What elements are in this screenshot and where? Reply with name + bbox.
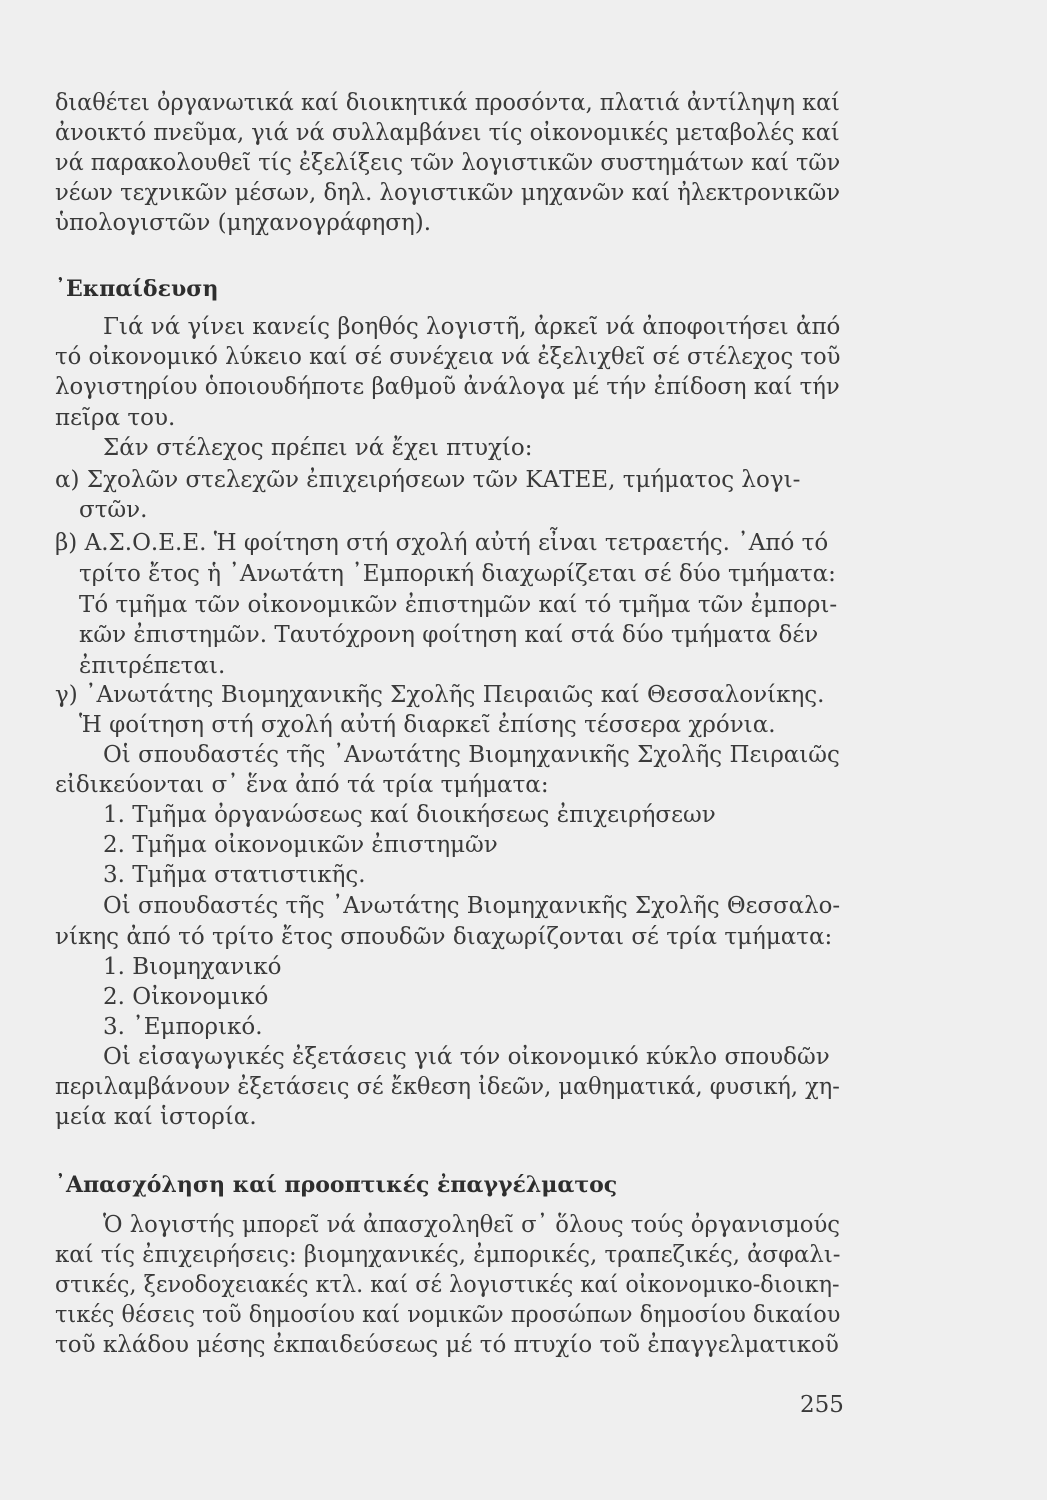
list-item: 2. Τμῆμα οἰκονομικῶν ἐπιστημῶν xyxy=(103,832,498,858)
text-line: στῶν. xyxy=(79,497,148,523)
text-line: τοῦ κλάδου μέσης ἐκπαιδεύσεως μέ τό πτυχίο τοῦ ἐπαγγελματικοῦ xyxy=(55,1332,839,1358)
text-line: εἰδικεύονται σ᾿ ἕνα ἀπό τά τρία τμήματα: xyxy=(55,772,549,798)
list-item: 1. Βιομηχανικό xyxy=(103,954,282,980)
list-item: α) Σχολῶν στελεχῶν ἐπιχειρήσεων τῶν ΚΑΤΕΕ, τμήματος λογι- xyxy=(55,467,801,493)
text-line: κῶν ἐπιστημῶν. Ταυτόχρονη φοίτηση καί στά δύο τμήματα δέν xyxy=(79,622,819,648)
text-line: Οἱ σπουδαστές τῆς ᾿Ανωτάτης Βιομηχανικῆς Σχολῆς Πειραιῶς xyxy=(103,742,840,768)
list-item: 3. Τμῆμα στατιστικῆς. xyxy=(103,862,366,888)
text-line: Τό τμῆμα τῶν οἰκονομικῶν ἐπιστημῶν καί τό τμῆμα τῶν ἐμπορι- xyxy=(79,592,838,618)
text-line: Γιά νά γίνει κανείς βοηθός λογιστῆ, ἀρκεῖ νά ἀποφοιτήσει ἀπό xyxy=(103,314,841,340)
text-line: λογιστηρίου ὁποιουδήποτε βαθμοῦ ἀνάλογα μέ τήν ἐπίδοση καί τήν xyxy=(55,374,840,400)
text-line: ἀνοικτό πνεῦμα, γιά νά συλλαμβάνει τίς οἰκονομικές μεταβολές καί xyxy=(55,120,840,146)
text-line: τρίτο ἔτος ἡ ᾿Ανωτάτη ᾿Εμπορική διαχωρίζεται σέ δύο τμήματα: xyxy=(79,561,836,587)
list-item: 3. ᾿Εμπορικό. xyxy=(103,1014,263,1040)
text-line: Οἱ εἰσαγωγικές ἐξετάσεις γιά τόν οἰκονομικό κύκλο σπουδῶν xyxy=(103,1044,830,1070)
text-line: Οἱ σπουδαστές τῆς ᾿Ανωτάτης Βιομηχανικῆς Σχολῆς Θεσσαλο- xyxy=(103,893,841,919)
list-item: β) Α.Σ.Ο.Ε.Ε. Ἡ φοίτηση στή σχολή αὐτή εἶναι τετραετής. ᾿Από τό xyxy=(55,530,829,556)
text-line: ὑπολογιστῶν (μηχανογράφηση). xyxy=(55,210,432,236)
text-line: Ὁ λογιστής μπορεῖ νά ἀπασχοληθεῖ σ᾿ ὅλους τούς ὀργανισμούς xyxy=(103,1212,840,1238)
list-item: 2. Οἰκονομικό xyxy=(103,984,269,1010)
text-line: νίκης ἀπό τό τρίτο ἔτος σπουδῶν διαχωρίζονται σέ τρία τμήματα: xyxy=(55,924,833,950)
text-line: Σάν στέλεχος πρέπει νά ἔχει πτυχίο: xyxy=(103,435,533,461)
text-line: τό οἰκονομικό λύκειο καί σέ συνέχεια νά ἐξελιχθεῖ σέ στέλεχος τοῦ xyxy=(55,344,841,370)
list-item: γ) ᾿Ανωτάτης Βιομηχανικῆς Σχολῆς Πειραιῶς καί Θεσσαλονίκης. xyxy=(55,682,825,708)
text-line: στικές, ξενοδοχειακές κτλ. καί σέ λογιστικές καί οἰκονομικο-διοικη- xyxy=(55,1272,840,1298)
text-line: ἐπιτρέπεται. xyxy=(79,653,226,679)
text-line: διαθέτει ὀργανωτικά καί διοικητικά προσόντα, πλατιά ἀντίληψη καί xyxy=(55,90,840,116)
text-line: πεῖρα του. xyxy=(55,405,176,431)
section-heading-employment: ᾿Απασχόληση καί προοπτικές ἐπαγγέλματος xyxy=(55,1172,618,1198)
text-line: νέων τεχνικῶν μέσων, δηλ. λογιστικῶν μηχανῶν καί ἠλεκτρονικῶν xyxy=(55,180,841,206)
list-item: 1. Τμῆμα ὀργανώσεως καί διοικήσεως ἐπιχειρήσεων xyxy=(103,802,716,828)
page-number: 255 xyxy=(800,1392,844,1418)
text-line: Ἡ φοίτηση στή σχολή αὐτή διαρκεῖ ἐπίσης τέσσερα χρόνια. xyxy=(79,712,776,738)
text-line: περιλαμβάνουν ἐξετάσεις σέ ἔκθεση ἰδεῶν, μαθηματικά, φυσική, χη- xyxy=(55,1074,840,1100)
text-line: μεία καί ἱστορία. xyxy=(55,1104,257,1130)
text-line: τικές θέσεις τοῦ δημοσίου καί νομικῶν προσώπων δημοσίου δικαίου xyxy=(55,1302,841,1328)
text-line: καί τίς ἐπιχειρήσεις: βιομηχανικές, ἐμπορικές, τραπεζικές, ἀσφαλι- xyxy=(55,1242,841,1268)
text-line: νά παρακολουθεῖ τίς ἐξελίξεις τῶν λογιστικῶν συστημάτων καί τῶν xyxy=(55,150,841,176)
section-heading-education: ᾿Εκπαίδευση xyxy=(55,276,219,302)
